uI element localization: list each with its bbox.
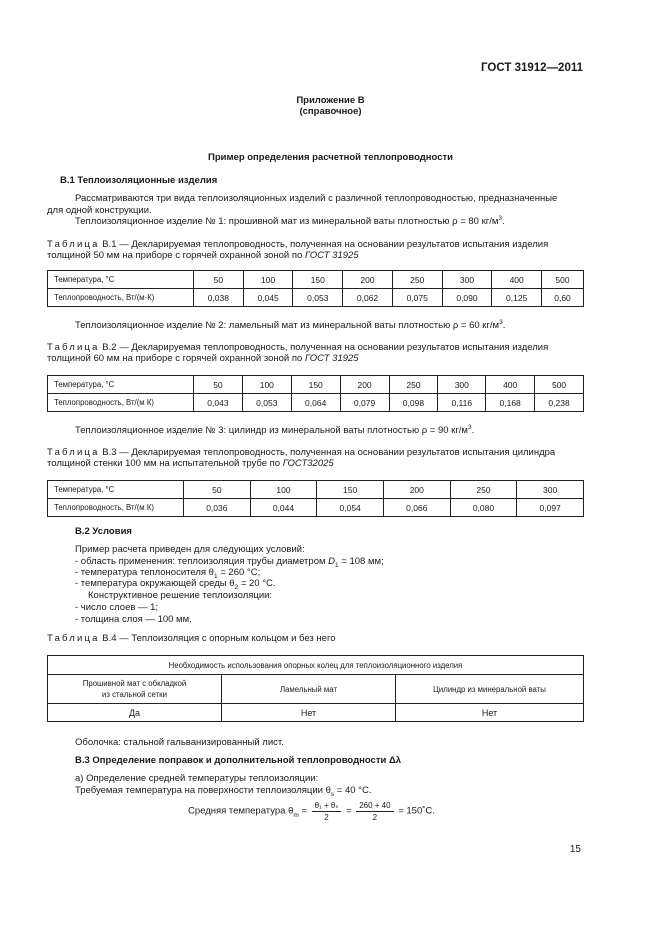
section-b1-intro-line1: Рассматриваются три вида теплоизоляционных изделий с различной теплопроводностью, предназначенные <box>75 193 558 204</box>
table-b2-value-cell: 0,079 <box>340 394 389 412</box>
table-b1-temp-cell: 150 <box>293 271 343 289</box>
table-b2-value-cell: 0,168 <box>486 394 535 412</box>
table-b1-value-cell: 0,125 <box>492 289 542 307</box>
product-2-text: Теплоизоляционное изделие № 2: ламельный мат из минеральной ваты плотностью ρ = 60 $кг/м^3$. <box>75 318 506 331</box>
table-b2-caption: Таблица В.2 — Декларируемая теплопроводность, полученная на основании результатов испытания изделия <box>47 342 549 353</box>
table-b4 <box>47 655 584 722</box>
table-b1-temperature-row <box>48 271 584 289</box>
fraction-symbolic: $\frac{\text{θ₁ + θₛ}}{2}$ <box>312 800 342 823</box>
table-b2-temp-cell: 400 <box>486 376 535 394</box>
section-b3-heading: В.3 Определение поправок и дополнительной теплопроводности Δλ <box>75 755 402 766</box>
product-2-desc: Теплоизоляционное изделие № 2: ламельный мат из минеральной ваты плотностью ρ = 60 кг/м <box>75 320 500 331</box>
section-b1-heading: В.1 Теплоизоляционные изделия <box>60 175 218 186</box>
table-b1-temp-cell: 250 <box>392 271 442 289</box>
table-b1-temp-cell: 50 <box>194 271 244 289</box>
table-b4-caption: Таблица В.4 — Теплоизоляция с опорным кольцом и без него <box>47 633 336 644</box>
table-b1-temp-cell: 400 <box>492 271 542 289</box>
table-b2-cond-label: Теплопроводность, Вт/(м К) <box>48 394 194 412</box>
table-b2-value-cell: 0,116 <box>438 394 486 412</box>
appendix-title: Приложение В <box>296 95 365 106</box>
product-1-desc: Теплоизоляционное изделие № 1: прошивной мат из минеральной ваты плотностью ρ = 80 кг/м <box>75 216 499 227</box>
table-b1-value-cell: 0,062 <box>343 289 393 307</box>
product-3-text: Теплоизоляционное изделие № 3: цилиндр из минеральной ваты плотностью ρ = 90 $кг/м^3$. <box>75 423 475 436</box>
product-3-desc: Теплоизоляционное изделие № 3: цилиндр из минеральной ваты плотностью ρ = 90 кг/м <box>75 425 468 436</box>
table-b4-col-lamella-mat: Ламельный мат <box>222 675 396 704</box>
table-b2-temp-cell: 50 <box>194 376 243 394</box>
table-b1-value-cell: 0,60 <box>542 289 584 307</box>
table-b3-caption-line2: толщиной стенки 100 мм на испытательной трубе по ГОСТ32025 <box>47 458 334 469</box>
section-b1-intro-line2: для одной конструкции. <box>47 205 152 216</box>
table-b2-value-cell: 0,064 <box>291 394 340 412</box>
table-b2-temp-cell: 200 <box>340 376 389 394</box>
table-b3-temp-cell: 200 <box>383 481 450 499</box>
table-b2-temp-cell: 100 <box>242 376 291 394</box>
table-b4-header-row <box>48 656 584 675</box>
table-b3-cond-label: Теплопроводность, Вт/(м К) <box>48 499 184 517</box>
table-b1-cond-label: Теплопроводность, Вт/(м·К) <box>48 289 194 307</box>
document-code: ГОСТ 31912—2011 <box>481 62 583 74</box>
table-b3-value-cell: 0,097 <box>517 499 584 517</box>
table-b1-value-cell: 0,075 <box>392 289 442 307</box>
table-b3-temp-cell: 300 <box>517 481 584 499</box>
table-b4-value-cell: Нет <box>222 704 396 722</box>
table-b3-value-cell: 0,066 <box>383 499 450 517</box>
table-b2-value-cell: 0,053 <box>242 394 291 412</box>
table-b3-conductivity-row <box>48 499 584 517</box>
table-b1-caption-line2: толщиной 50 мм на приборе с горячей охранной зоной по ГОСТ 31925 <box>47 250 359 261</box>
table-b2-value-cell: 0,238 <box>535 394 584 412</box>
table-b2-temp-label: Температура, °С <box>48 376 194 394</box>
layer-thickness: - толщина слоя — 100 мм. <box>75 614 192 625</box>
table-b3-temperature-row <box>48 481 584 499</box>
construction-solution: Конструктивное решение теплоизоляции: <box>88 590 273 601</box>
table-b1-caption: Таблица В.1 — Декларируемая теплопроводность, полученная на основании результатов испытания изделия <box>47 239 549 250</box>
appendix-subtitle: (справочное) <box>299 106 362 117</box>
table-b1-value-cell: 0,090 <box>442 289 492 307</box>
table-b3-temp-cell: 100 <box>250 481 317 499</box>
table-b3-temp-cell: 250 <box>450 481 517 499</box>
table-b2-value-cell: 0,098 <box>389 394 438 412</box>
section-b2-heading: В.2 Условия <box>75 526 132 537</box>
table-b4-col-stitched-mat: Прошивной мат с обкладкой из стальной сетки <box>48 675 222 704</box>
table-b4-value-cell: Нет <box>396 704 584 722</box>
table-b1-value-cell: 0,045 <box>243 289 293 307</box>
table-b1-value-cell: 0,038 <box>194 289 244 307</box>
table-b3-temp-cell: 50 <box>184 481 251 499</box>
formula-result: = 150˚С. <box>398 805 435 817</box>
table-b2-temp-cell: 500 <box>535 376 584 394</box>
table-b2-caption-line2: толщиной 60 мм на приборе с горячей охранной зоной по ГОСТ 31925 <box>47 353 359 364</box>
main-title: Пример определения расчетной теплопроводности <box>208 152 453 163</box>
table-b3-value-cell: 0,036 <box>184 499 251 517</box>
table-b4-columns-row <box>48 675 584 704</box>
product-1-text: Теплоизоляционное изделие № 1: прошивной мат из минеральной ваты плотностью ρ = 80 $кг/м^3$. <box>75 214 505 227</box>
table-b1-conductivity-row <box>48 289 584 307</box>
table-b3-value-cell: 0,080 <box>450 499 517 517</box>
mean-temp-step: а) Определение средней температуры теплоизоляции: <box>75 773 319 784</box>
page-number: 15 <box>569 844 581 855</box>
table-b4-col-cylinder: Цилиндр из минеральной ваты <box>396 675 584 704</box>
table-b1-temp-label: Температура, °С <box>48 271 194 289</box>
table-b2-temp-cell: 150 <box>291 376 340 394</box>
table-b3 <box>47 480 584 517</box>
shell-note: Оболочка: стальной гальванизированный лист. <box>75 737 284 748</box>
table-b1 <box>47 270 584 307</box>
table-b4-values-row <box>48 704 584 722</box>
table-b4-header: Необходимость использования опорных колец для теплоизоляционного изделия <box>48 656 584 675</box>
table-b2-conductivity-row <box>48 394 584 412</box>
table-b3-caption: Таблица В.3 — Декларируемая теплопроводность, полученная на основании результатов испытания цилиндра <box>47 447 556 458</box>
condition-coolant-temp: - температура теплоносителя $\theta_1 = 260$ °С; <box>75 567 261 580</box>
condition-application: - область применения: теплоизоляция трубы диаметром $D_1 = 108$ мм; <box>75 556 384 569</box>
table-b3-value-cell: 0,044 <box>250 499 317 517</box>
table-b1-value-cell: 0,053 <box>293 289 343 307</box>
mean-temperature-formula: Средняя температура $\theta_m$ = $\frac{\text{θ₁ + θₛ}}{2}$ = $\frac{260 + 40}{2}$ = 150˚С. <box>188 801 435 822</box>
table-b2 <box>47 375 584 412</box>
table-b1-temp-cell: 100 <box>243 271 293 289</box>
condition-ambient-temp: - температура окружающей среды $\theta_2 = 20$ °С. <box>75 578 276 591</box>
table-b1-temp-cell: 200 <box>343 271 393 289</box>
table-b3-temp-label: Температура, °С <box>48 481 184 499</box>
table-b2-temperature-row <box>48 376 584 394</box>
table-b4-value-cell: Да <box>48 704 222 722</box>
table-b2-value-cell: 0,043 <box>194 394 243 412</box>
table-b1-temp-cell: 300 <box>442 271 492 289</box>
conditions-intro: Пример расчета приведен для следующих условий: <box>75 544 305 555</box>
required-surface-temp: Требуемая температура на поверхности теплоизоляции $\theta_s = 40$ °С. <box>75 785 372 798</box>
layer-count: - число слоев — 1; <box>75 602 159 613</box>
fraction-numeric: $\frac{260 + 40}{2}$ <box>356 800 393 823</box>
table-b3-temp-cell: 150 <box>317 481 384 499</box>
table-b2-temp-cell: 300 <box>438 376 486 394</box>
table-b1-temp-cell: 500 <box>542 271 584 289</box>
table-b3-value-cell: 0,054 <box>317 499 384 517</box>
table-b2-temp-cell: 250 <box>389 376 438 394</box>
